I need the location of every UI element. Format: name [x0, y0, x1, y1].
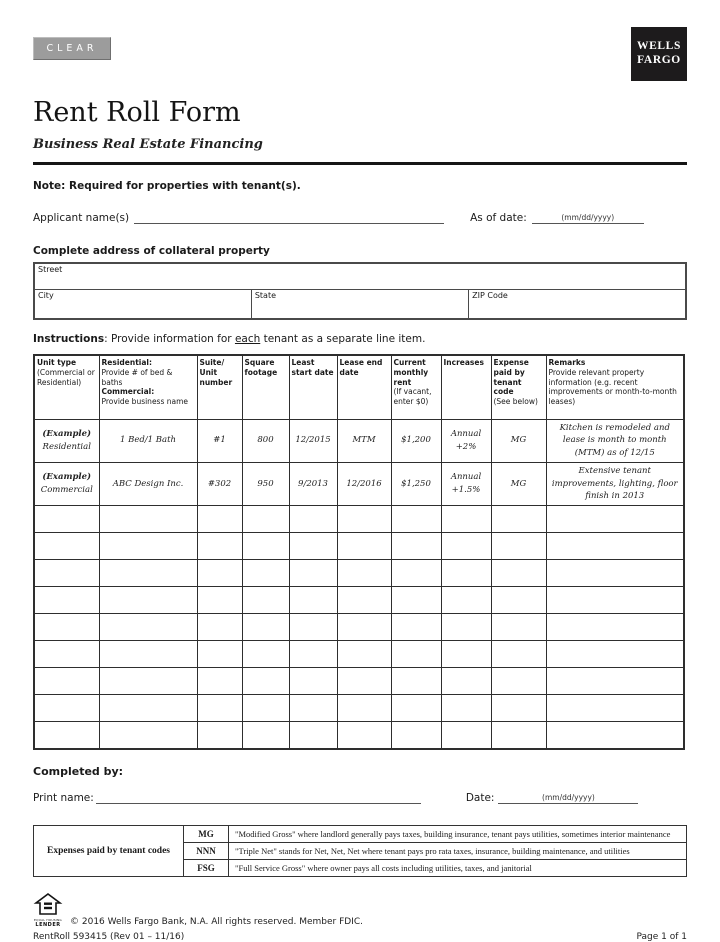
rent-table-blank-row [34, 506, 684, 533]
blank-cell-lease-start[interactable] [289, 506, 337, 533]
blank-cell-expense-code[interactable] [491, 695, 546, 722]
applicant-name-input[interactable] [134, 211, 444, 224]
lender-text: LENDER [35, 921, 61, 928]
blank-cell-expense-code[interactable] [491, 533, 546, 560]
applicant-name-label: Applicant name(s) [33, 212, 130, 224]
col-header-unit-type: Unit type (Commercial or Residential) [34, 355, 99, 419]
blank-cell-lease-start[interactable] [289, 722, 337, 749]
blank-cell-lease-start[interactable] [289, 533, 337, 560]
blank-cell-remarks[interactable] [546, 587, 684, 614]
blank-cell-expense-code[interactable] [491, 587, 546, 614]
blank-cell-sqft[interactable] [242, 587, 289, 614]
blank-cell-remarks[interactable] [546, 668, 684, 695]
blank-cell-description[interactable] [99, 560, 197, 587]
blank-cell-increases[interactable] [441, 614, 491, 641]
blank-cell-remarks[interactable] [546, 641, 684, 668]
blank-cell-sqft[interactable] [242, 506, 289, 533]
blank-cell-increases[interactable] [441, 506, 491, 533]
blank-cell-unit-type[interactable] [34, 668, 99, 695]
blank-cell-rent[interactable] [391, 614, 441, 641]
blank-cell-rent[interactable] [391, 722, 441, 749]
blank-cell-rent[interactable] [391, 506, 441, 533]
form-id-text: RentRoll 593415 (Rev 01 – 11/16) [33, 931, 185, 942]
zip-label: ZIP Code [472, 290, 508, 300]
blank-cell-unit-type[interactable] [34, 641, 99, 668]
rent-table-empty-rows [34, 506, 684, 749]
example-description: ABC Design Inc. [99, 462, 197, 505]
rent-table-blank-row [34, 560, 684, 587]
col-header-expense-code: Expense paid by tenant code (See below) [491, 355, 546, 419]
code-mg-description: "Modified Gross" where landlord generally pays taxes, building insurance, tenant pays utilities, sometimes interior maintenance [229, 825, 687, 842]
example-expense-code: MG [491, 419, 546, 462]
blank-cell-remarks[interactable] [546, 722, 684, 749]
city-label: City [38, 290, 54, 300]
example-row-residential [34, 419, 684, 462]
blank-cell-remarks[interactable] [546, 560, 684, 587]
completed-by-row [33, 791, 687, 804]
rent-table-header-row [34, 355, 684, 419]
state-field[interactable] [251, 289, 468, 319]
blank-cell-description[interactable] [99, 506, 197, 533]
blank-cell-increases[interactable] [441, 641, 491, 668]
equal-housing-text: EQUAL HOUSING [34, 917, 62, 922]
top-bar [33, 0, 687, 81]
blank-cell-sqft[interactable] [242, 722, 289, 749]
blank-cell-suite[interactable] [197, 722, 242, 749]
code-mg: MG [184, 825, 229, 842]
rent-table-blank-row [34, 668, 684, 695]
blank-cell-expense-code[interactable] [491, 722, 546, 749]
blank-cell-increases[interactable] [441, 722, 491, 749]
col-header-square-footage: Square footage [242, 355, 289, 419]
instructions-text: Instructions: Provide information for each tenant as a separate line item. [33, 333, 426, 345]
blank-cell-unit-type[interactable] [34, 614, 99, 641]
blank-cell-increases[interactable] [441, 533, 491, 560]
example-lease-start: 12/2015 [289, 419, 337, 462]
blank-cell-increases[interactable] [441, 695, 491, 722]
rent-table-blank-row [34, 533, 684, 560]
example-row-commercial [34, 462, 684, 505]
code-nnn: NNN [184, 842, 229, 859]
applicant-row [33, 211, 687, 224]
date-format-hint: (mm/dd/yyyy) [542, 792, 595, 802]
blank-cell-lease-end[interactable] [337, 641, 391, 668]
blank-cell-rent[interactable] [391, 695, 441, 722]
blank-cell-remarks[interactable] [546, 695, 684, 722]
blank-cell-expense-code[interactable] [491, 641, 546, 668]
blank-cell-description[interactable] [99, 587, 197, 614]
col-header-lease-start-date: Least start date [289, 355, 337, 419]
copyright-text: © 2016 Wells Fargo Bank, N.A. All rights reserved. Member FDIC. [70, 916, 363, 927]
blank-cell-lease-end[interactable] [337, 506, 391, 533]
example-unit-type: (Example) Residential [34, 419, 99, 462]
blank-cell-lease-end[interactable] [337, 587, 391, 614]
blank-cell-sqft[interactable] [242, 695, 289, 722]
blank-cell-unit-type[interactable] [34, 533, 99, 560]
blank-cell-sqft[interactable] [242, 641, 289, 668]
blank-cell-unit-type[interactable] [34, 722, 99, 749]
divider-rule [33, 162, 687, 165]
print-name-label: Print name: [33, 791, 94, 804]
underlined-each: each [234, 333, 261, 345]
blank-cell-lease-start[interactable] [289, 587, 337, 614]
street-field[interactable] [34, 263, 686, 289]
equal-housing-house-icon [35, 893, 61, 915]
blank-cell-increases[interactable] [441, 587, 491, 614]
example-remarks: Kitchen is remodeled and lease is month to month (MTM) as of 12/15 [546, 419, 684, 462]
note-text: Note: Required for properties with tenant(s). [33, 180, 301, 192]
blank-cell-sqft[interactable] [242, 614, 289, 641]
example-increases: Annual +2% [441, 419, 491, 462]
blank-cell-lease-end[interactable] [337, 533, 391, 560]
expense-codes-label: Expenses paid by tenant codes [34, 825, 184, 876]
blank-cell-increases[interactable] [441, 560, 491, 587]
blank-cell-description[interactable] [99, 533, 197, 560]
col-header-suite-unit-number: Suite/ Unit number [197, 355, 242, 419]
as-of-date-label: As of date: [470, 212, 527, 224]
example-lease-end: MTM [337, 419, 391, 462]
example-suite: #302 [197, 462, 242, 505]
example-description: 1 Bed/1 Bath [99, 419, 197, 462]
blank-cell-sqft[interactable] [242, 533, 289, 560]
blank-cell-rent[interactable] [391, 587, 441, 614]
blank-cell-remarks[interactable] [546, 506, 684, 533]
rent-table-blank-row [34, 695, 684, 722]
example-rent: $1,250 [391, 462, 441, 505]
blank-cell-description[interactable] [99, 722, 197, 749]
example-increases: Annual +1.5% [441, 462, 491, 505]
wells-fargo-logo [631, 27, 687, 81]
blank-cell-suite[interactable] [197, 614, 242, 641]
street-label: Street [38, 265, 63, 274]
col-header-remarks: Remarks Provide relevant property information (e.g. recent improvements or month-to-month leases) [546, 355, 684, 419]
blank-cell-description[interactable] [99, 668, 197, 695]
blank-cell-remarks[interactable] [546, 533, 684, 560]
blank-cell-suite[interactable] [197, 641, 242, 668]
blank-cell-description[interactable] [99, 614, 197, 641]
rent-table-blank-row [34, 587, 684, 614]
blank-cell-expense-code[interactable] [491, 614, 546, 641]
blank-cell-lease-end[interactable] [337, 614, 391, 641]
code-nnn-description: "Triple Net" stands for Net, Net, Net where tenant pays pro rata taxes, insurance, building maintenance, and utilities [229, 842, 687, 859]
page-number: Page 1 of 1 [636, 931, 687, 942]
expense-codes-table [33, 825, 687, 877]
blank-cell-rent[interactable] [391, 560, 441, 587]
blank-cell-remarks[interactable] [546, 614, 684, 641]
blank-cell-lease-end[interactable] [337, 560, 391, 587]
example-expense-code: MG [491, 462, 546, 505]
blank-cell-increases[interactable] [441, 668, 491, 695]
example-rent: $1,200 [391, 419, 441, 462]
blank-cell-lease-start[interactable] [289, 668, 337, 695]
blank-cell-unit-type[interactable] [34, 695, 99, 722]
address-table [33, 262, 687, 320]
code-fsg-description: "Full Service Gross" where owner pays all costs including utilities, taxes, and janitorial [229, 859, 687, 876]
print-name-input[interactable] [96, 791, 421, 804]
col-header-increases: Increases [441, 355, 491, 419]
example-lease-start: 9/2013 [289, 462, 337, 505]
as-of-date-format-hint: (mm/dd/yyyy) [561, 213, 615, 222]
blank-cell-expense-code[interactable] [491, 506, 546, 533]
date-label: Date: [465, 791, 495, 804]
rent-table-blank-row [34, 722, 684, 749]
page-title: Rent Roll Form [33, 97, 241, 128]
equal-housing-lender-logo [33, 893, 63, 928]
blank-cell-suite[interactable] [197, 587, 242, 614]
blank-cell-description[interactable] [99, 695, 197, 722]
instructions-label: Instructions [33, 333, 105, 345]
footer [33, 893, 687, 942]
blank-cell-suite[interactable] [197, 506, 242, 533]
example-sqft: 950 [242, 462, 289, 505]
blank-cell-expense-code[interactable] [491, 668, 546, 695]
blank-cell-rent[interactable] [391, 641, 441, 668]
blank-cell-unit-type[interactable] [34, 560, 99, 587]
page-subtitle: Business Real Estate Financing [33, 137, 263, 152]
blank-cell-lease-end[interactable] [337, 668, 391, 695]
blank-cell-lease-start[interactable] [289, 614, 337, 641]
clear-button[interactable]: CLEAR [33, 37, 111, 60]
code-row-mg [34, 825, 687, 842]
col-header-lease-end-date: Lease end date [337, 355, 391, 419]
blank-cell-suite[interactable] [197, 533, 242, 560]
blank-cell-sqft[interactable] [242, 668, 289, 695]
completed-by-heading: Completed by: [33, 764, 124, 778]
blank-cell-unit-type[interactable] [34, 506, 99, 533]
blank-cell-rent[interactable] [391, 533, 441, 560]
rent-table-blank-row [34, 641, 684, 668]
address-heading: Complete address of collateral property [33, 245, 270, 257]
zip-field[interactable] [469, 289, 686, 319]
col-header-residential-commercial: Residential: Provide # of bed & baths Commercial: Provide business name [99, 355, 197, 419]
blank-cell-lease-end[interactable] [337, 722, 391, 749]
blank-cell-sqft[interactable] [242, 560, 289, 587]
logo-text-line1: WELLS [637, 40, 681, 53]
blank-cell-unit-type[interactable] [34, 587, 99, 614]
state-label: State [254, 290, 277, 300]
logo-text-line2: FARGO [637, 54, 681, 66]
rent-table-blank-row [34, 614, 684, 641]
blank-cell-lease-start[interactable] [289, 560, 337, 587]
city-field[interactable] [34, 289, 251, 319]
code-fsg: FSG [184, 859, 229, 876]
example-unit-type: (Example) Commercial [34, 462, 99, 505]
example-remarks: Extensive tenant improvements, lighting, floor finish in 2013 [546, 462, 684, 505]
blank-cell-expense-code[interactable] [491, 560, 546, 587]
example-lease-end: 12/2016 [337, 462, 391, 505]
blank-cell-lease-start[interactable] [289, 695, 337, 722]
col-header-current-monthly-rent: Current monthly rent (If vacant, enter $0) [391, 355, 441, 419]
rent-roll-table [33, 354, 685, 750]
blank-cell-suite[interactable] [197, 695, 242, 722]
example-sqft: 800 [242, 419, 289, 462]
blank-cell-rent[interactable] [391, 668, 441, 695]
blank-cell-lease-start[interactable] [289, 641, 337, 668]
blank-cell-lease-end[interactable] [337, 695, 391, 722]
example-suite: #1 [197, 419, 242, 462]
blank-cell-description[interactable] [99, 641, 197, 668]
blank-cell-suite[interactable] [197, 560, 242, 587]
blank-cell-suite[interactable] [197, 668, 242, 695]
